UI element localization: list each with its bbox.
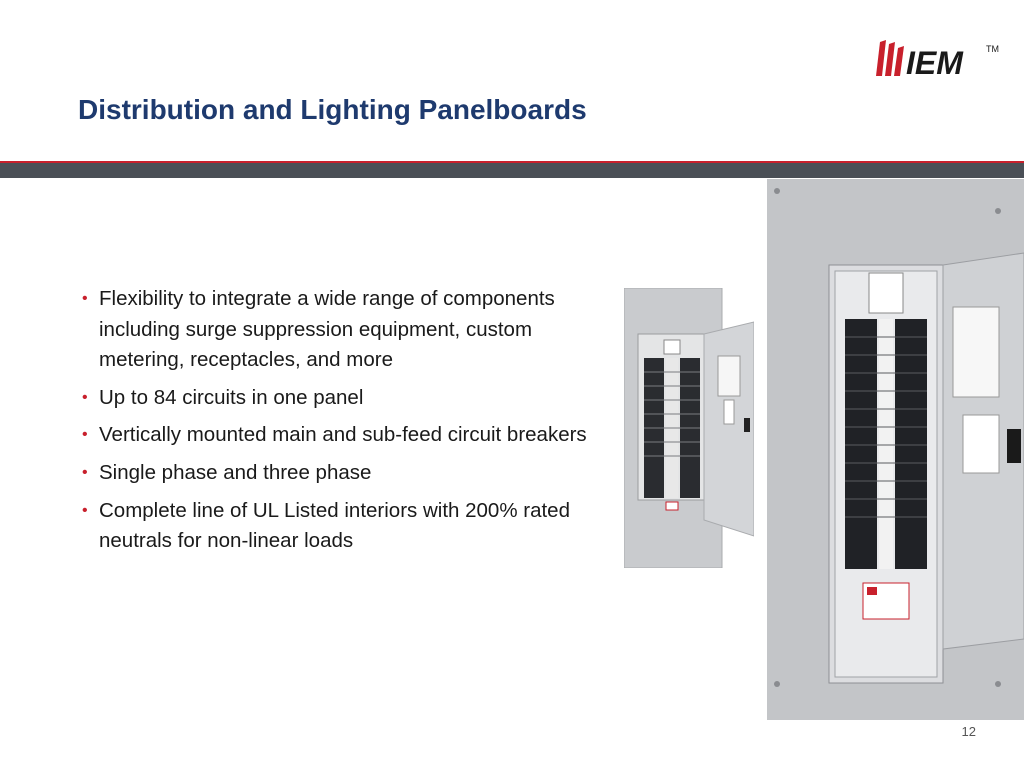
bullet-text: Complete line of UL Listed interiors with 200% rated neutrals for non-linear loads — [99, 498, 570, 553]
logo-text: IEM — [906, 45, 963, 80]
bullet-text: Up to 84 circuits in one panel — [99, 385, 364, 409]
bullet-dot: • — [82, 501, 88, 519]
bullet-item — [80, 284, 590, 376]
bullet-text: Vertically mounted main and sub-feed circuit breakers — [99, 423, 587, 447]
bullet-item — [80, 458, 590, 489]
bullet-item — [80, 383, 590, 414]
bullet-dot: • — [82, 290, 88, 307]
logo-flame-mark — [876, 40, 904, 76]
slide-title: Distribution and Lighting Panelboards — [78, 94, 587, 125]
page-number: 12 — [961, 724, 976, 739]
bullet-dot: • — [82, 463, 88, 481]
bullet-item — [80, 496, 590, 557]
header-gray-band — [0, 163, 1024, 178]
panelboard-photo-small — [624, 288, 754, 568]
bullet-text: Single phase and three phase — [99, 460, 372, 484]
panelboard-photo-large — [767, 179, 1024, 720]
bullet-dot: • — [82, 426, 88, 444]
bullet-dot: • — [82, 388, 88, 406]
bullet-item — [80, 420, 590, 451]
iem-logo — [872, 36, 1002, 80]
bullet-text: Flexibility to integrate a wide range of components including surge suppression equipment, custom metering, receptacles, and more — [99, 287, 555, 372]
bullet-list — [80, 284, 590, 564]
logo-trademark: TM — [986, 44, 999, 54]
